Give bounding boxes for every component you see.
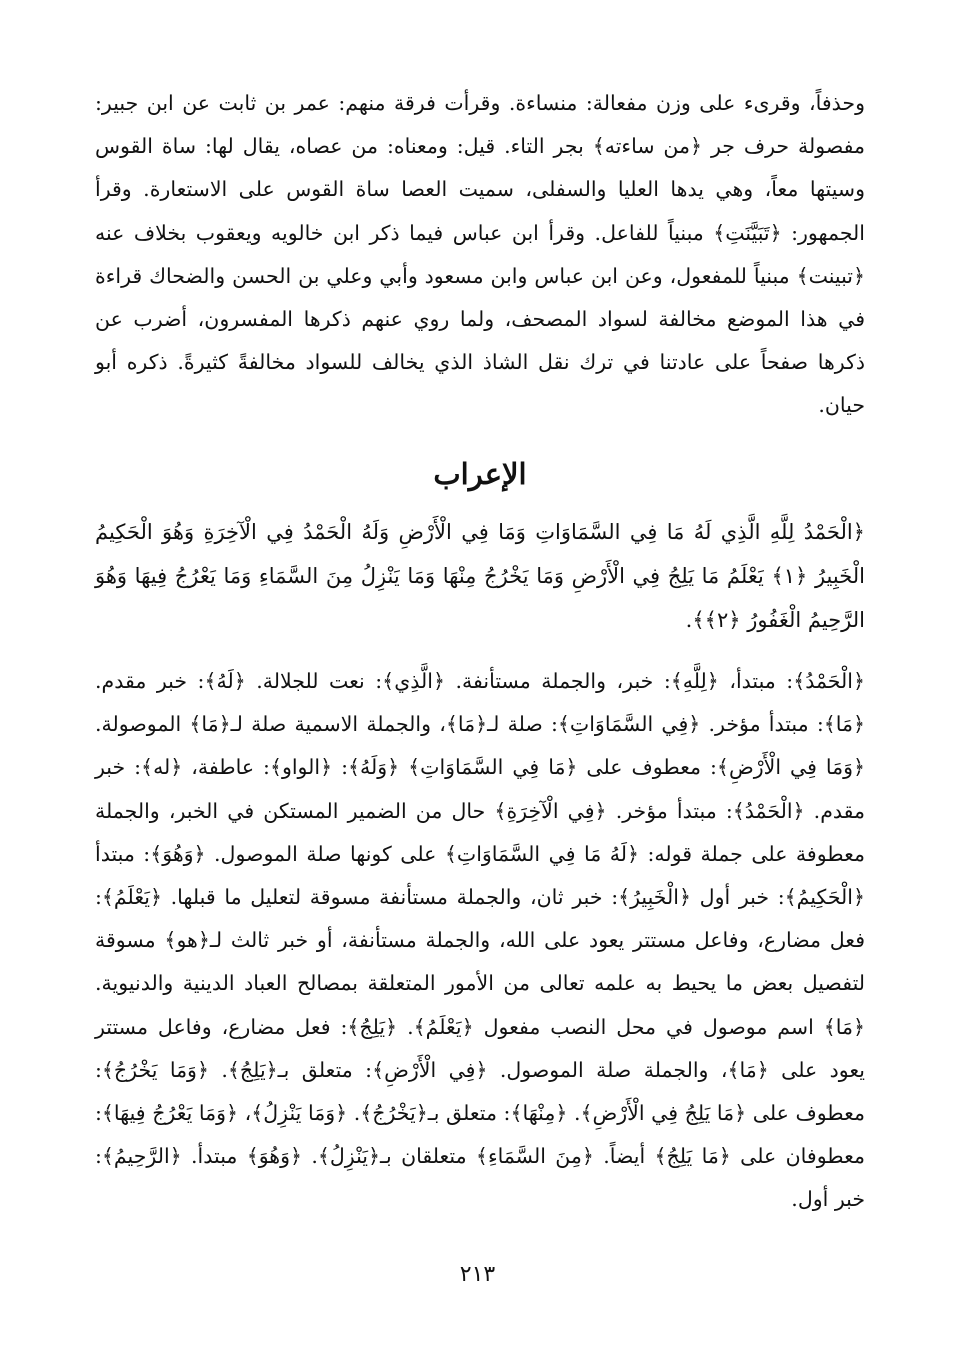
section-heading: الإعراب (433, 457, 527, 491)
page-number: ٢١٣ (459, 1262, 496, 1287)
quran-verse: ﴿الْحَمْدُ لِلَّهِ الَّذِي لَهُ مَا فِي السَّمَاوَاتِ وَمَا فِي الْأَرْضِ وَلَهُ الْحَمْدُ فِي الْآخِرَةِ وَهُوَ الْحَكِيمُ الْخَبِيرُ ﴿١﴾ يَعْلَمُ مَا يَلِجُ فِي الْأَرْضِ وَمَا يَخْرُجُ مِنْهَا وَمَا يَنْزِلُ مِنَ السَّمَاءِ وَمَا يَعْرُجُ فِيهَا وَهُوَ الرَّحِيمُ الْغَفُورُ ﴿٢﴾﴾. (95, 520, 865, 632)
commentary-paragraph: وحذفاً، وقرىء على وزن مفعالة: منساءة. وقرأت فرقة منهم: عمر بن ثابت عن ابن جبير: مفصولة حرف جر ﴿من ساءته﴾ بجر التاء. قيل: ومعناه: من عصاه، يقال لها: ساة القوس وسيتها معاً، وهي يدها العليا والسفلى، سميت العصا ساة القوس على الاستعارة. وقرأ الجمهور: ﴿تَبَيَّنَتِ﴾ مبنياً للفاعل. وقرأ ابن عباس فيما ذكر ابن خالويه ويعقوب بخلاف عنه ﴿تبينت﴾ مبنياً للمفعول، وعن ابن عباس وابن مسعود وأبي وعلي بن الحسن والضحاك قراءة في هذا الموضع مخالفة لسواد المصحف، ولما روي عنهم ذكرها المفسرون، أضرب عن ذكرها صفحاً على عادتنا في ترك نقل الشاذ الذي يخالف للسواد مخالفةً كثيرةً. ذكره أبو حيان. (95, 91, 865, 418)
irab-paragraph: ﴿الْحَمْدُ﴾: مبتدأ، ﴿لِلَّهِ﴾: خبر، والجملة مستأنفة. ﴿الَّذِي﴾: نعت للجلالة. ﴿لَهُ﴾: خبر مقدم. ﴿مَا﴾: مبتدأ مؤخر. ﴿فِي السَّمَاوَاتِ﴾: صلة لـ﴿مَا﴾، والجملة الاسمية صلة لـ﴿مَا﴾ الموصولة. ﴿وَمَا فِي الْأَرْضِ﴾: معطوف على ﴿مَا فِي السَّمَاوَاتِ﴾ ﴿وَلَهُ﴾: ﴿الواو﴾: عاطفة، ﴿له﴾: خبر مقدم. ﴿الْحَمْدُ﴾: مبتدأ مؤخر. ﴿فِي الْآخِرَةِ﴾ حال من الضمير المستكن في الخبر، والجملة معطوفة على جملة قوله: ﴿لَهُ مَا فِي السَّمَاوَاتِ﴾ على كونها صلة الموصول. ﴿وَهُوَ﴾: مبتدأ ﴿الْحَكِيمُ﴾: خبر أول ﴿الْخَبِيرُ﴾: خبر ثان، والجملة مستأنفة مسوقة لتعليل ما قبلها. ﴿يَعْلَمُ﴾: فعل مضارع، وفاعل مستتر يعود على الله، والجملة مستأنفة، أو خبر ثالث لـ﴿هو﴾ مسوقة لتفصيل بعض ما يحيط به علمه تعالى من الأمور المتعلقة بمصالح العباد الدينية والدنيوية. ﴿مَا﴾ اسم موصول في محل النصب مفعول ﴿يَعْلَمُ﴾. ﴿يَلِجُ﴾: فعل مضارع، وفاعل مستتر يعود على ﴿مَا﴾، والجملة صلة الموصول. ﴿فِي الْأَرْضِ﴾: متعلق بـ﴿يَلِجُ﴾. ﴿وَمَا يَخْرُجُ﴾: معطوف على ﴿مَا يَلِجُ فِي الْأَرْضِ﴾. ﴿مِنْهَا﴾: متعلق بـ﴿يَخْرُجُ﴾. ﴿وَمَا يَنْزِلُ﴾، ﴿وَمَا يَعْرُجُ فِيهَا﴾: معطوفان على ﴿مَا يَلِجُ﴾ أيضاً. ﴿مِنَ السَّمَاءِ﴾ متعلقان بـ﴿يَنْزِلُ﴾. ﴿وَهُوَ﴾ مبتدأ. ﴿الرَّحِيمُ﴾: خبر أول. (95, 669, 865, 1212)
